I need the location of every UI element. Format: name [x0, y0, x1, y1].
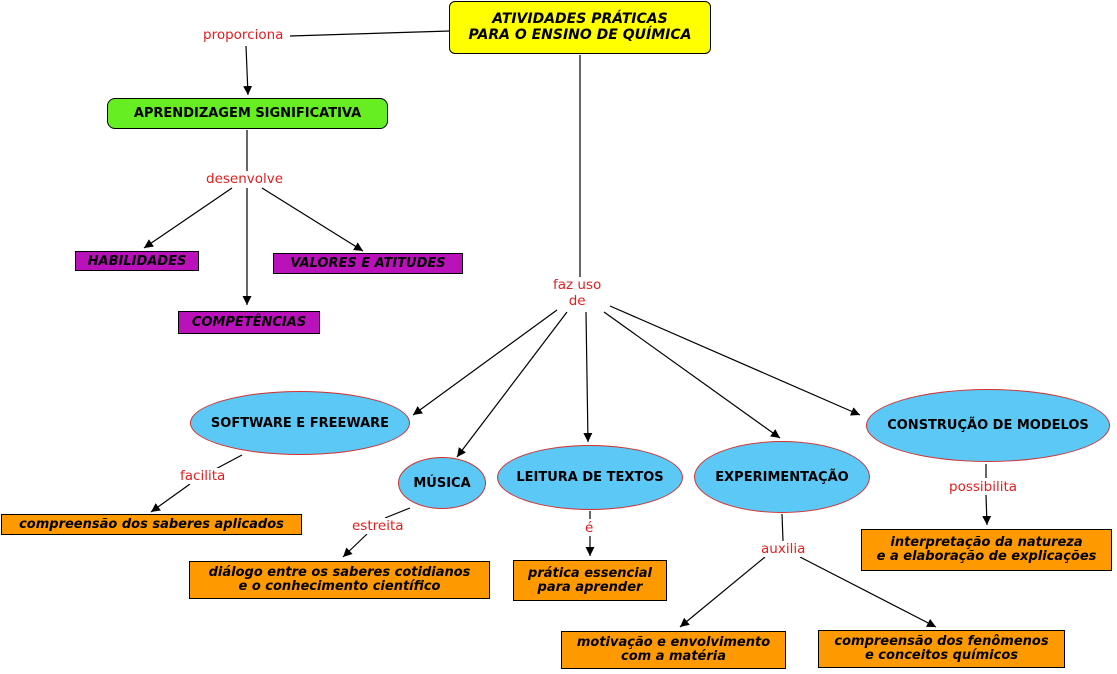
link-label-possibilita: possibilita: [949, 479, 1018, 495]
node-musica-text: MÚSICA: [413, 475, 471, 491]
arrow-desenvolve-valores: [262, 188, 363, 251]
node-dialogo: [189, 561, 490, 599]
node-motivacao: [561, 631, 786, 669]
node-competencias: [178, 311, 320, 334]
arrow-estreita-dialogo: [343, 534, 367, 557]
node-leitura-text: LEITURA DE TEXTOS: [516, 470, 664, 485]
link-label-desenvolve: desenvolve: [206, 171, 284, 187]
node-aprendizagem-text: APRENDIZAGEM SIGNIFICATIVA: [133, 106, 362, 121]
link-label-e: é: [585, 520, 594, 536]
arrow-desenvolve-habilidades: [144, 188, 232, 248]
node-interpretacao: [861, 529, 1112, 571]
node-atividades-praticas: [449, 1, 711, 54]
node-software-freeware: [190, 391, 410, 455]
node-habilidades-text: HABILIDADES: [87, 253, 187, 269]
node-experimentacao-text: EXPERIMENTAÇÃO: [715, 469, 849, 485]
arrow-fazuso-leitura: [586, 312, 588, 442]
arrow-facilita-compreensao: [151, 484, 190, 512]
node-aprendizagem-significativa: [107, 98, 388, 129]
node-valores-text: VALORES E ATITUDES: [290, 256, 446, 271]
arrow-auxilia-motivacao: [680, 557, 765, 627]
node-software-text: SOFTWARE E FREEWARE: [210, 415, 390, 431]
arrow-fazuso-experimentacao: [604, 312, 780, 438]
node-motivacao-text: motivação e envolvimento com a matéria: [576, 635, 771, 664]
node-pratica-text: prática essencial para aprender: [528, 565, 652, 595]
line-main-proporciona: [290, 31, 450, 36]
arrow-fazuso-construcao: [610, 306, 860, 415]
link-label-faz-uso-de: faz uso de: [553, 277, 602, 309]
node-musica: [398, 457, 486, 509]
line-experimentacao-auxilia: [782, 514, 783, 541]
node-habilidades: [75, 251, 199, 271]
node-atividades-praticas-text: ATIVIDADES PRÁTICAS PARA O ENSINO DE QUÍMICA: [468, 11, 692, 43]
arrow-possibilita-interpretacao: [986, 495, 987, 525]
arrow-fazuso-software: [413, 310, 557, 415]
node-construcao-text: CONSTRUÇÃO DE MODELOS: [887, 418, 1089, 433]
link-label-estreita: estreita: [352, 518, 404, 534]
node-leitura-textos: [497, 445, 683, 510]
node-experimentacao: [694, 441, 870, 513]
node-dialogo-text: diálogo entre os saberes cotidianos e o conhecimento científico: [208, 565, 471, 594]
link-label-proporciona: proporciona: [203, 27, 284, 43]
line-musica-estreita: [385, 508, 410, 518]
node-compreensao-saberes-text: compreensão dos saberes aplicados: [19, 517, 284, 532]
node-competencias-text: COMPETÊNCIAS: [191, 315, 307, 330]
link-label-auxilia: auxilia: [761, 541, 806, 557]
arrow-fazuso-musica: [457, 312, 567, 457]
link-label-facilita: facilita: [180, 468, 226, 484]
node-pratica-essencial: [513, 560, 667, 601]
node-interpretacao-text: interpretação da natureza e a elaboração de explicações: [876, 535, 1097, 564]
node-compreensao-saberes: [1, 514, 302, 535]
node-construcao-modelos: [866, 389, 1110, 462]
arrow-proporciona-aprendizagem: [246, 46, 248, 95]
node-valores-atitudes: [273, 253, 463, 274]
node-compreensao-fenomenos: [818, 630, 1065, 668]
node-compreensao-fenomenos-text: compreensão dos fenômenos e conceitos químicos: [834, 634, 1049, 663]
